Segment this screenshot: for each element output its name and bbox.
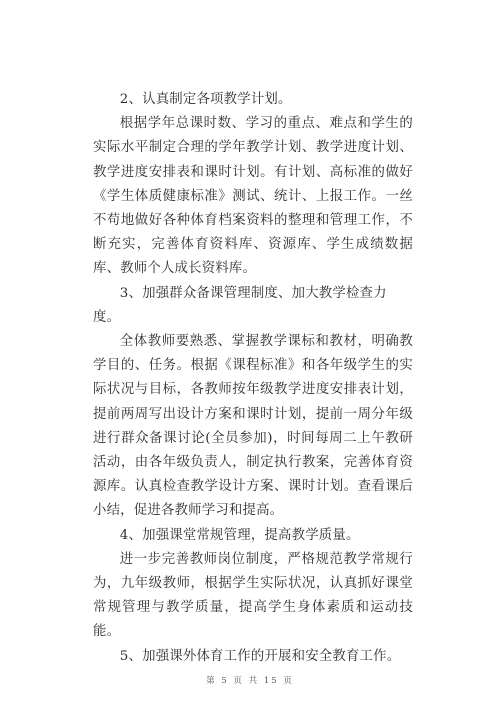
document-body	[93, 88, 413, 669]
paragraph-lesson-prep: 全体教师要熟悉、掌握教学课标和教材，明确教学目的、任务。根据《课程标准》和各年级学生的实际状况与目标，各教师按年级教学进度安排表计划，提前两周写出设计方案和课时计划，提前一周分年级进行群众备课讨论(全员参加)，时间每周二上午教研活动，由各年级负责人，制定执行教案，完善体育资源库。认真检查教学设计方案、课时计划。查看课后小结，促进各教师学习和提高。	[93, 334, 413, 519]
paragraph-classroom: 进一步完善教师岗位制度，严格规范教学常规行为，九年级教师，根据学生实际状况，认真抓好课堂常规管理与教学质量，提高学生身体素质和运动技能。	[93, 551, 413, 640]
section-heading-plans: 2、认真制定各项教学计划。	[119, 92, 292, 107]
section-heading-lesson-prep: 3、加强群众备课管理制度、加大教学检查力度。	[93, 285, 387, 325]
section-heading-extracurricular: 5、加强课外体育工作的开展和安全教育工作。	[119, 648, 401, 664]
page-number-footer: 第 5 页 共 15 页	[206, 676, 294, 686]
section-heading-classroom: 4、加强课堂常规管理，提高教学质量。	[119, 527, 360, 543]
paragraph-plans: 根据学年总课时数、学习的重点、难点和学生的实际水平制定合理的学年教学计划、教学进度计划、教学进度安排表和课时计划。有计划、高标准的做好《学生体质健康标准》测试、统计、上报工作。一丝不苟地做好各种体育档案资料的整理和管理工作，不断充实，完善体育资料库、资源库、学生成绩数据库、教师个人成长资料库。	[93, 116, 413, 277]
